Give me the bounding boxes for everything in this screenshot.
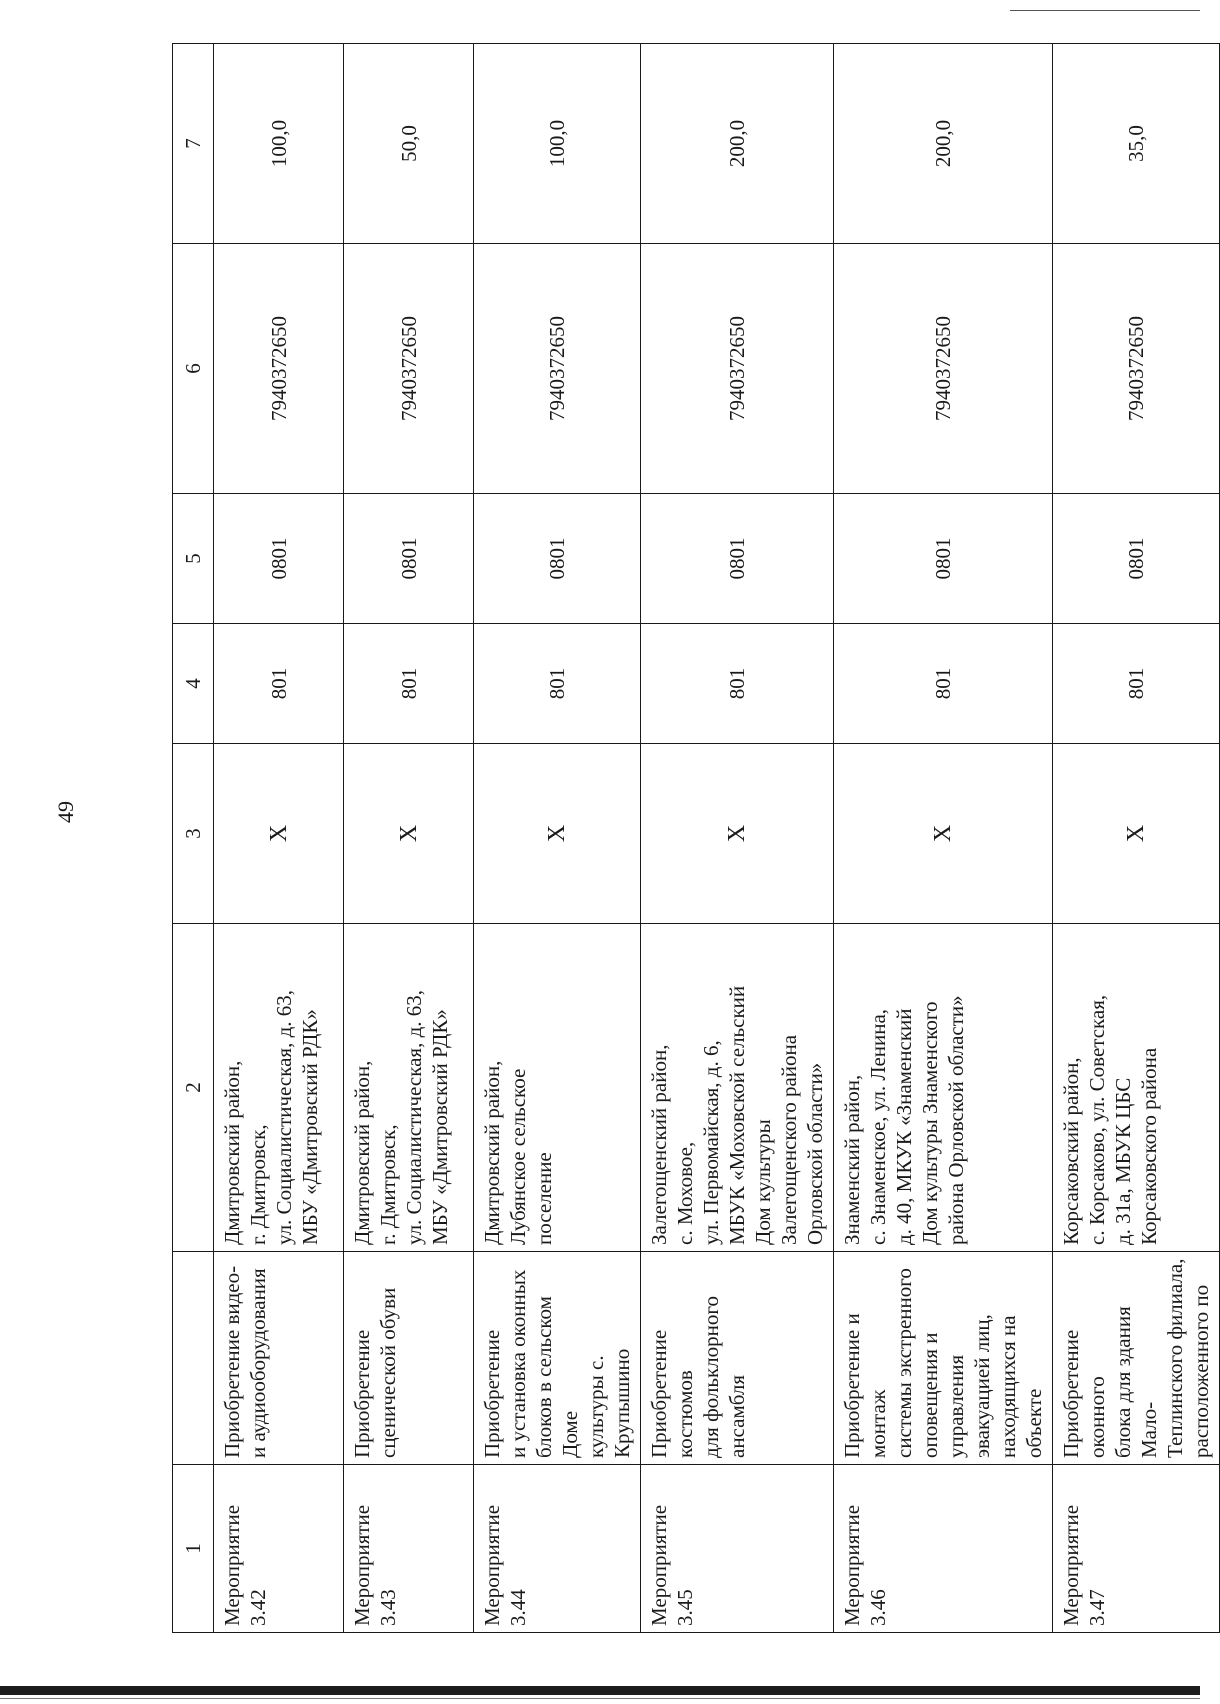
code6-cell (474, 244, 641, 494)
code5-cell (641, 494, 834, 624)
description-cell (641, 1252, 834, 1465)
budget-table (172, 43, 1220, 1633)
code5-cell-text: 0801 (931, 537, 955, 580)
description-cell-text: Приобретение костюмов для фольклорного ансамбля (647, 1296, 749, 1458)
description-cell-text: Приобретение сценической обуви (350, 1287, 400, 1458)
code6-cell (641, 244, 834, 494)
amount-cell (834, 44, 1053, 244)
location-cell (834, 924, 1053, 1252)
header-cell-6: 6 (173, 244, 214, 494)
header-cell-blank (173, 1252, 214, 1465)
description-cell (214, 1252, 344, 1465)
code5-cell (344, 494, 474, 624)
code5-cell (1053, 494, 1220, 624)
code5-cell-text: 0801 (545, 537, 569, 580)
code4-cell (474, 624, 641, 744)
code4-cell (641, 624, 834, 744)
event-cell (214, 1465, 344, 1633)
event-cell-text: Мероприятие 3.45 (647, 1504, 697, 1626)
description-cell-text: Приобретение и установка оконных блоков в сельском Доме культуры с. Крупышино (480, 1269, 634, 1458)
location-cell (1053, 924, 1220, 1252)
header-cell-7: 7 (173, 44, 214, 244)
code4-cell (1053, 624, 1220, 744)
mark-cell-text: Х (930, 824, 956, 843)
description-cell-text: Приобретение и монтаж системы экстренного оповещения и управления эвакуацией лиц, находящихся на объекте (840, 1268, 1046, 1458)
location-cell-text: Знаменский район, с. Знаменское, ул. Ленина, д. 40, МКУК «Знаменский Дом культуры Знаменского района Орловской области» (840, 995, 968, 1245)
table-row (641, 44, 834, 1633)
event-cell-text: Мероприятие 3.47 (1059, 1504, 1109, 1626)
bottom-edge-bar (0, 1686, 1200, 1695)
description-cell-text: Приобретение видео- и аудиооборудования (220, 1265, 270, 1458)
event-cell (1053, 1465, 1220, 1633)
amount-cell-text: 200,0 (725, 119, 749, 168)
code6-cell (1053, 244, 1220, 494)
code5-cell (834, 494, 1053, 624)
mark-cell-text: Х (544, 824, 570, 843)
location-cell-text: Корсаковский район, с. Корсаково, ул. Советская, д. 31а, МБУК ЦБС Корсаковского района (1059, 994, 1161, 1245)
code6-cell (344, 244, 474, 494)
location-cell-text: Залегощенский район, с. Моховое, ул. Первомайская, д. 6, МБУК «Моховской сельский Дом культуры Залегощенского района Орловской области» (647, 985, 827, 1245)
event-cell (834, 1465, 1053, 1633)
amount-cell-text: 35,0 (1124, 125, 1148, 162)
code4-cell-text: 801 (266, 667, 291, 700)
code5-cell-text: 0801 (266, 537, 291, 580)
table-row (474, 44, 641, 1633)
location-cell (474, 924, 641, 1252)
event-cell-text: Мероприятие 3.42 (220, 1504, 270, 1626)
table-row (1053, 44, 1220, 1633)
description-cell-text: Приобретение оконного блока для здания Мало- Теплинского филиала, расположенного по (1059, 1258, 1213, 1458)
amount-cell-text: 100,0 (545, 119, 569, 168)
event-cell-text: Мероприятие 3.46 (840, 1504, 890, 1626)
code6-cell-text: 7940372650 (396, 316, 421, 421)
mark-cell (834, 744, 1053, 924)
bottom-edge-line (0, 1698, 1200, 1699)
table-row (344, 44, 474, 1633)
location-cell-text: Дмитровский район, г. Дмитровск, ул. Социалистическая, д. 63, МБУ «Дмитровский РДК» (220, 989, 322, 1245)
mark-cell-text: Х (1123, 824, 1149, 843)
code6-cell (214, 244, 344, 494)
code6-cell-text: 7940372650 (545, 316, 569, 421)
page-number: 49 (53, 801, 78, 823)
header-cell-5: 5 (173, 494, 214, 624)
code4-cell (834, 624, 1053, 744)
code6-cell-text: 7940372650 (1124, 316, 1148, 421)
table-row (834, 44, 1053, 1633)
mark-cell (474, 744, 641, 924)
code4-cell-text: 801 (396, 667, 421, 700)
amount-cell (214, 44, 344, 244)
code6-cell-text: 7940372650 (931, 316, 955, 421)
mark-cell-text: Х (265, 824, 292, 843)
code5-cell-text: 0801 (1124, 537, 1148, 580)
amount-cell-text: 50,0 (396, 125, 421, 162)
description-cell (834, 1252, 1053, 1465)
event-cell-text: Мероприятие 3.44 (480, 1504, 530, 1626)
header-cell-4: 4 (173, 624, 214, 744)
table-rotator (172, 44, 1213, 1633)
mark-cell (641, 744, 834, 924)
code4-cell (214, 624, 344, 744)
code5-cell (474, 494, 641, 624)
event-cell (344, 1465, 474, 1633)
location-cell-text: Дмитровский район, г. Дмитровск, ул. Социалистическая, д. 63, МБУ «Дмитровский РДК» (350, 989, 452, 1245)
amount-cell (1053, 44, 1220, 244)
amount-cell (344, 44, 474, 244)
location-cell (214, 924, 344, 1252)
code6-cell-text: 7940372650 (266, 316, 291, 421)
code6-cell (834, 244, 1053, 494)
top-rule (1010, 10, 1200, 11)
code4-cell (344, 624, 474, 744)
mark-cell-text: Х (724, 824, 750, 843)
table-header-row (173, 44, 214, 1633)
mark-cell (214, 744, 344, 924)
description-cell (344, 1252, 474, 1465)
header-cell-1: 1 (173, 1465, 214, 1633)
event-cell (641, 1465, 834, 1633)
description-cell (474, 1252, 641, 1465)
location-cell-text: Дмитровский район, Лубянское сельское поселение (480, 1060, 556, 1245)
header-cell-2: 2 (173, 924, 214, 1252)
description-cell (1053, 1252, 1220, 1465)
event-cell (474, 1465, 641, 1633)
mark-cell (344, 744, 474, 924)
mark-cell-text: Х (395, 824, 422, 843)
amount-cell-text: 200,0 (931, 119, 955, 168)
code6-cell-text: 7940372650 (725, 316, 749, 421)
amount-cell (641, 44, 834, 244)
code4-cell-text: 801 (725, 667, 749, 700)
table-row (214, 44, 344, 1633)
location-cell (641, 924, 834, 1252)
code5-cell-text: 0801 (725, 537, 749, 580)
code4-cell-text: 801 (1124, 667, 1148, 700)
mark-cell (1053, 744, 1220, 924)
header-cell-3: 3 (173, 744, 214, 924)
code4-cell-text: 801 (931, 667, 955, 700)
amount-cell-text: 100,0 (266, 119, 291, 168)
code4-cell-text: 801 (545, 667, 569, 700)
amount-cell (474, 44, 641, 244)
location-cell (344, 924, 474, 1252)
code5-cell-text: 0801 (396, 537, 421, 580)
event-cell-text: Мероприятие 3.43 (350, 1504, 400, 1626)
code5-cell (214, 494, 344, 624)
